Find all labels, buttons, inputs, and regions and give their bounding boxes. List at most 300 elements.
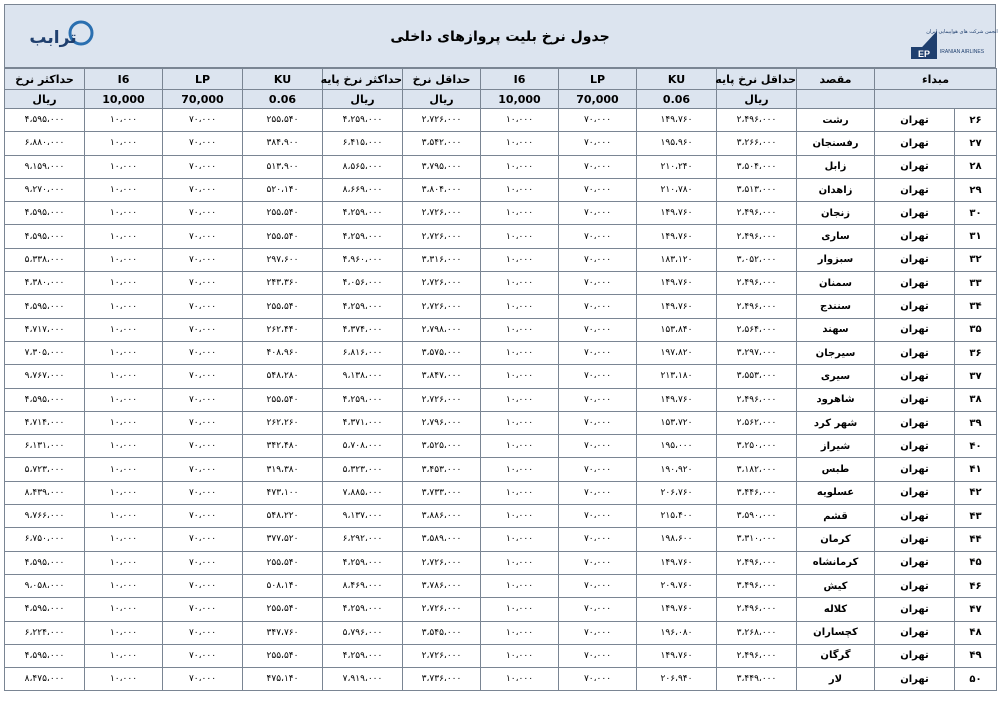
- table-row: [5, 155, 997, 178]
- cell-i6-2: ۱۰،۰۰۰: [85, 295, 163, 318]
- cell-lp: ۷۰،۰۰۰: [559, 481, 637, 504]
- col-destination: مقصد: [797, 69, 875, 90]
- cell-origin: تهران: [875, 295, 955, 318]
- cell-max-base: ۸،۶۶۹،۰۰۰: [323, 178, 403, 201]
- cell-min-fare: ۳،۵۷۵،۰۰۰: [403, 341, 481, 364]
- cell-destination: گرگان: [797, 644, 875, 667]
- cell-i6: ۱۰،۰۰۰: [481, 341, 559, 364]
- sub-destination: [797, 90, 875, 109]
- cell-lp-2: ۷۰،۰۰۰: [163, 388, 243, 411]
- cell-min-base: ۳،۰۵۲،۰۰۰: [717, 248, 797, 271]
- cell-max-base: ۴،۳۷۴،۰۰۰: [323, 318, 403, 341]
- cell-destination: شیراز: [797, 435, 875, 458]
- row-index: ۳۴: [955, 295, 997, 318]
- cell-destination: رشت: [797, 109, 875, 132]
- cell-max-fare: ۴،۵۹۵،۰۰۰: [5, 551, 85, 574]
- table-row: [5, 388, 997, 411]
- cell-origin: تهران: [875, 505, 955, 528]
- cell-lp: ۷۰،۰۰۰: [559, 178, 637, 201]
- taraneh-brand-logo: [19, 15, 99, 55]
- cell-destination: شاهرود: [797, 388, 875, 411]
- sub-i6: 10,000: [481, 90, 559, 109]
- cell-ku: ۲۰۶،۹۴۰: [637, 668, 717, 691]
- col-ku-2: KU: [243, 69, 323, 90]
- cell-ku: ۱۴۹،۷۶۰: [637, 225, 717, 248]
- row-index: ۴۰: [955, 435, 997, 458]
- cell-ku-2: ۵۴۸،۲۸۰: [243, 365, 323, 388]
- row-index: ۴۵: [955, 551, 997, 574]
- cell-ku: ۱۸۳،۱۲۰: [637, 248, 717, 271]
- cell-min-base: ۳،۴۹۶،۰۰۰: [717, 574, 797, 597]
- cell-max-base: ۴،۲۵۹،۰۰۰: [323, 551, 403, 574]
- cell-origin: تهران: [875, 644, 955, 667]
- cell-ku-2: ۲۴۳،۳۶۰: [243, 272, 323, 295]
- cell-min-base: ۳،۳۱۰،۰۰۰: [717, 528, 797, 551]
- cell-lp: ۷۰،۰۰۰: [559, 248, 637, 271]
- cell-lp: ۷۰،۰۰۰: [559, 644, 637, 667]
- cell-i6-2: ۱۰،۰۰۰: [85, 621, 163, 644]
- cell-ku: ۲۰۶،۷۶۰: [637, 481, 717, 504]
- cell-min-base: ۳،۴۴۶،۰۰۰: [717, 481, 797, 504]
- cell-ku-2: ۲۵۵،۵۴۰: [243, 388, 323, 411]
- cell-lp-2: ۷۰،۰۰۰: [163, 202, 243, 225]
- cell-max-base: ۴،۲۵۹،۰۰۰: [323, 202, 403, 225]
- cell-ku: ۱۵۳،۸۴۰: [637, 318, 717, 341]
- cell-i6: ۱۰،۰۰۰: [481, 248, 559, 271]
- cell-ku-2: ۲۵۵،۵۴۰: [243, 644, 323, 667]
- cell-max-base: ۴،۰۵۶،۰۰۰: [323, 272, 403, 295]
- cell-min-base: ۳،۲۶۸،۰۰۰: [717, 621, 797, 644]
- row-index: ۵۰: [955, 668, 997, 691]
- cell-min-fare: ۳،۴۵۳،۰۰۰: [403, 458, 481, 481]
- row-index: ۳۰: [955, 202, 997, 225]
- cell-i6: ۱۰،۰۰۰: [481, 155, 559, 178]
- cell-lp: ۷۰،۰۰۰: [559, 272, 637, 295]
- cell-i6-2: ۱۰،۰۰۰: [85, 668, 163, 691]
- cell-lp-2: ۷۰،۰۰۰: [163, 505, 243, 528]
- cell-ku-2: ۵۲۰،۱۴۰: [243, 178, 323, 201]
- cell-origin: تهران: [875, 365, 955, 388]
- table-row: [5, 481, 997, 504]
- cell-ku: ۱۹۵،۹۶۰: [637, 132, 717, 155]
- cell-max-base: ۴،۲۵۹،۰۰۰: [323, 598, 403, 621]
- cell-min-fare: ۲،۷۹۶،۰۰۰: [403, 411, 481, 434]
- cell-lp: ۷۰،۰۰۰: [559, 505, 637, 528]
- cell-i6: ۱۰،۰۰۰: [481, 668, 559, 691]
- row-index: ۲۷: [955, 132, 997, 155]
- table-row: [5, 202, 997, 225]
- table-row: [5, 132, 997, 155]
- cell-max-base: ۴،۲۵۹،۰۰۰: [323, 644, 403, 667]
- sub-max-base: ریال: [323, 90, 403, 109]
- cell-max-fare: ۹،۲۷۰،۰۰۰: [5, 178, 85, 201]
- cell-destination: زنجان: [797, 202, 875, 225]
- cell-min-fare: ۲،۷۲۶،۰۰۰: [403, 551, 481, 574]
- cell-min-base: ۲،۴۹۶،۰۰۰: [717, 644, 797, 667]
- cell-min-base: ۲،۴۹۶،۰۰۰: [717, 388, 797, 411]
- sub-lp-2: 70,000: [163, 90, 243, 109]
- cell-min-base: ۲،۴۹۶،۰۰۰: [717, 225, 797, 248]
- cell-lp: ۷۰،۰۰۰: [559, 458, 637, 481]
- cell-max-fare: ۴،۷۱۴،۰۰۰: [5, 411, 85, 434]
- table-row: [5, 318, 997, 341]
- cell-lp-2: ۷۰،۰۰۰: [163, 528, 243, 551]
- cell-destination: رفسنجان: [797, 132, 875, 155]
- cell-min-base: ۳،۲۹۷،۰۰۰: [717, 341, 797, 364]
- brand-logo-text: ترابب: [29, 28, 77, 48]
- cell-max-base: ۴،۳۷۱،۰۰۰: [323, 411, 403, 434]
- cell-min-base: ۲،۴۹۶،۰۰۰: [717, 272, 797, 295]
- sub-i6-2: 10,000: [85, 90, 163, 109]
- cell-min-fare: ۲،۷۲۶،۰۰۰: [403, 202, 481, 225]
- cell-min-fare: ۲،۷۲۶،۰۰۰: [403, 225, 481, 248]
- cell-lp: ۷۰،۰۰۰: [559, 388, 637, 411]
- cell-ku: ۱۴۹،۷۶۰: [637, 388, 717, 411]
- logo-airline-name-en: IRANIAN AIRLINES: [939, 49, 985, 55]
- cell-max-fare: ۹،۷۶۷،۰۰۰: [5, 365, 85, 388]
- sub-origin: [875, 90, 997, 109]
- cell-min-base: ۳،۱۸۲،۰۰۰: [717, 458, 797, 481]
- cell-min-base: ۲،۵۶۴،۰۰۰: [717, 318, 797, 341]
- cell-i6-2: ۱۰،۰۰۰: [85, 318, 163, 341]
- cell-ku: ۲۱۰،۲۴۰: [637, 155, 717, 178]
- cell-ku-2: ۲۶۲،۴۴۰: [243, 318, 323, 341]
- cell-i6: ۱۰،۰۰۰: [481, 621, 559, 644]
- cell-i6: ۱۰،۰۰۰: [481, 365, 559, 388]
- cell-i6: ۱۰،۰۰۰: [481, 598, 559, 621]
- cell-min-base: ۲،۴۹۶،۰۰۰: [717, 551, 797, 574]
- cell-lp-2: ۷۰،۰۰۰: [163, 574, 243, 597]
- cell-ku: ۱۹۰،۹۲۰: [637, 458, 717, 481]
- cell-ku: ۲۱۵،۴۰۰: [637, 505, 717, 528]
- cell-i6-2: ۱۰،۰۰۰: [85, 411, 163, 434]
- table-row: [5, 365, 997, 388]
- cell-lp: ۷۰،۰۰۰: [559, 295, 637, 318]
- cell-origin: تهران: [875, 341, 955, 364]
- cell-max-fare: ۹،۰۵۸،۰۰۰: [5, 574, 85, 597]
- cell-lp-2: ۷۰،۰۰۰: [163, 365, 243, 388]
- cell-max-base: ۸،۵۶۵،۰۰۰: [323, 155, 403, 178]
- cell-origin: تهران: [875, 109, 955, 132]
- cell-origin: تهران: [875, 458, 955, 481]
- table-row: [5, 551, 997, 574]
- cell-destination: عسلویه: [797, 481, 875, 504]
- cell-destination: سمنان: [797, 272, 875, 295]
- cell-max-base: ۶،۲۹۲،۰۰۰: [323, 528, 403, 551]
- cell-lp: ۷۰،۰۰۰: [559, 435, 637, 458]
- col-max-fare: حداکثر نرخ: [5, 69, 85, 90]
- table-row: [5, 435, 997, 458]
- cell-i6: ۱۰،۰۰۰: [481, 435, 559, 458]
- cell-lp-2: ۷۰،۰۰۰: [163, 155, 243, 178]
- cell-origin: تهران: [875, 178, 955, 201]
- cell-destination: لار: [797, 668, 875, 691]
- col-max-base: حداکثر نرخ پایه: [323, 69, 403, 90]
- cell-origin: تهران: [875, 435, 955, 458]
- cell-i6: ۱۰،۰۰۰: [481, 644, 559, 667]
- col-i6-2: I6: [85, 69, 163, 90]
- cell-min-fare: ۲،۷۲۶،۰۰۰: [403, 109, 481, 132]
- cell-i6: ۱۰،۰۰۰: [481, 225, 559, 248]
- cell-min-fare: ۲،۷۲۶،۰۰۰: [403, 295, 481, 318]
- row-index: ۳۱: [955, 225, 997, 248]
- cell-min-fare: ۲،۷۲۶،۰۰۰: [403, 644, 481, 667]
- cell-min-fare: ۳،۸۴۷،۰۰۰: [403, 365, 481, 388]
- cell-destination: کرمانشاه: [797, 551, 875, 574]
- cell-ku-2: ۲۶۲،۲۶۰: [243, 411, 323, 434]
- cell-ku-2: ۵۴۸،۲۲۰: [243, 505, 323, 528]
- cell-ku-2: ۲۵۵،۵۴۰: [243, 202, 323, 225]
- cell-i6: ۱۰،۰۰۰: [481, 202, 559, 225]
- table-row: [5, 178, 997, 201]
- cell-origin: تهران: [875, 272, 955, 295]
- cell-min-base: ۲،۴۹۶،۰۰۰: [717, 598, 797, 621]
- row-index: ۳۹: [955, 411, 997, 434]
- cell-max-fare: ۸،۴۷۵،۰۰۰: [5, 668, 85, 691]
- cell-i6-2: ۱۰،۰۰۰: [85, 388, 163, 411]
- row-index: ۳۲: [955, 248, 997, 271]
- row-index: ۴۱: [955, 458, 997, 481]
- cell-min-fare: ۲،۷۲۶،۰۰۰: [403, 272, 481, 295]
- cell-origin: تهران: [875, 668, 955, 691]
- cell-destination: طبس: [797, 458, 875, 481]
- cell-max-fare: ۴،۷۱۷،۰۰۰: [5, 318, 85, 341]
- cell-origin: تهران: [875, 388, 955, 411]
- cell-max-fare: ۶،۷۵۰،۰۰۰: [5, 528, 85, 551]
- cell-lp-2: ۷۰،۰۰۰: [163, 481, 243, 504]
- cell-ku-2: ۵۰۸،۱۴۰: [243, 574, 323, 597]
- cell-lp: ۷۰،۰۰۰: [559, 225, 637, 248]
- cell-min-base: ۳،۵۱۳،۰۰۰: [717, 178, 797, 201]
- cell-max-base: ۴،۲۵۹،۰۰۰: [323, 109, 403, 132]
- cell-min-fare: ۳،۵۴۲،۰۰۰: [403, 132, 481, 155]
- cell-max-fare: ۵،۷۲۳،۰۰۰: [5, 458, 85, 481]
- cell-max-fare: ۴،۵۹۵،۰۰۰: [5, 202, 85, 225]
- cell-max-base: ۶،۸۱۶،۰۰۰: [323, 341, 403, 364]
- cell-min-fare: ۲،۷۹۸،۰۰۰: [403, 318, 481, 341]
- cell-ku: ۱۵۳،۷۲۰: [637, 411, 717, 434]
- col-origin: مبداء: [875, 69, 997, 90]
- cell-lp-2: ۷۰،۰۰۰: [163, 272, 243, 295]
- row-index: ۴۹: [955, 644, 997, 667]
- table-row: [5, 341, 997, 364]
- row-index: ۴۲: [955, 481, 997, 504]
- cell-lp-2: ۷۰،۰۰۰: [163, 411, 243, 434]
- cell-i6-2: ۱۰،۰۰۰: [85, 341, 163, 364]
- column-subheader-row: [5, 90, 997, 109]
- cell-max-base: ۴،۲۵۹،۰۰۰: [323, 295, 403, 318]
- cell-destination: کیش: [797, 574, 875, 597]
- cell-ku: ۱۴۹،۷۶۰: [637, 202, 717, 225]
- cell-i6: ۱۰،۰۰۰: [481, 318, 559, 341]
- cell-i6: ۱۰،۰۰۰: [481, 272, 559, 295]
- cell-min-base: ۳،۲۶۶،۰۰۰: [717, 132, 797, 155]
- cell-max-fare: ۵،۳۳۸،۰۰۰: [5, 248, 85, 271]
- row-index: ۳۸: [955, 388, 997, 411]
- cell-lp: ۷۰،۰۰۰: [559, 365, 637, 388]
- cell-i6: ۱۰،۰۰۰: [481, 574, 559, 597]
- cell-max-base: ۷،۹۱۹،۰۰۰: [323, 668, 403, 691]
- table-row: [5, 225, 997, 248]
- cell-lp-2: ۷۰،۰۰۰: [163, 132, 243, 155]
- cell-i6: ۱۰،۰۰۰: [481, 109, 559, 132]
- cell-ku-2: ۴۰۸،۹۶۰: [243, 341, 323, 364]
- cell-i6: ۱۰،۰۰۰: [481, 458, 559, 481]
- cell-origin: تهران: [875, 318, 955, 341]
- cell-lp-2: ۷۰،۰۰۰: [163, 178, 243, 201]
- cell-min-fare: ۳،۵۲۵،۰۰۰: [403, 435, 481, 458]
- cell-origin: تهران: [875, 528, 955, 551]
- cell-max-base: ۵،۷۰۸،۰۰۰: [323, 435, 403, 458]
- table-row: [5, 505, 997, 528]
- cell-ku: ۱۴۹،۷۶۰: [637, 109, 717, 132]
- iranian-airlines-logo: [907, 13, 998, 63]
- cell-origin: تهران: [875, 551, 955, 574]
- cell-i6: ۱۰،۰۰۰: [481, 295, 559, 318]
- cell-origin: تهران: [875, 155, 955, 178]
- cell-ku-2: ۳۷۷،۵۲۰: [243, 528, 323, 551]
- cell-lp: ۷۰،۰۰۰: [559, 411, 637, 434]
- logo-ep-text: EP: [917, 49, 931, 59]
- cell-min-fare: ۳،۷۹۵،۰۰۰: [403, 155, 481, 178]
- cell-i6-2: ۱۰،۰۰۰: [85, 248, 163, 271]
- cell-lp: ۷۰،۰۰۰: [559, 155, 637, 178]
- cell-i6-2: ۱۰،۰۰۰: [85, 528, 163, 551]
- cell-destination: شهر کرد: [797, 411, 875, 434]
- row-index: ۴۴: [955, 528, 997, 551]
- cell-lp: ۷۰،۰۰۰: [559, 598, 637, 621]
- cell-max-fare: ۸،۴۳۹،۰۰۰: [5, 481, 85, 504]
- cell-lp-2: ۷۰،۰۰۰: [163, 644, 243, 667]
- column-header-row: [5, 69, 997, 90]
- cell-destination: سهند: [797, 318, 875, 341]
- cell-lp: ۷۰،۰۰۰: [559, 621, 637, 644]
- cell-i6-2: ۱۰،۰۰۰: [85, 598, 163, 621]
- table-row: [5, 272, 997, 295]
- cell-destination: زابل: [797, 155, 875, 178]
- cell-ku: ۱۴۹،۷۶۰: [637, 598, 717, 621]
- cell-origin: تهران: [875, 621, 955, 644]
- table-row: [5, 644, 997, 667]
- cell-i6-2: ۱۰،۰۰۰: [85, 178, 163, 201]
- cell-ku: ۱۹۸،۶۰۰: [637, 528, 717, 551]
- cell-lp: ۷۰،۰۰۰: [559, 202, 637, 225]
- cell-lp: ۷۰،۰۰۰: [559, 132, 637, 155]
- cell-lp: ۷۰،۰۰۰: [559, 318, 637, 341]
- cell-lp-2: ۷۰،۰۰۰: [163, 295, 243, 318]
- cell-origin: تهران: [875, 574, 955, 597]
- cell-ku: ۱۹۶،۰۸۰: [637, 621, 717, 644]
- cell-min-base: ۲،۴۹۶،۰۰۰: [717, 202, 797, 225]
- cell-destination: کرمان: [797, 528, 875, 551]
- cell-origin: تهران: [875, 598, 955, 621]
- cell-destination: سنندج: [797, 295, 875, 318]
- row-index: ۳۷: [955, 365, 997, 388]
- row-index: ۴۶: [955, 574, 997, 597]
- sub-min-base: ریال: [717, 90, 797, 109]
- cell-lp: ۷۰،۰۰۰: [559, 551, 637, 574]
- row-index: ۲۸: [955, 155, 997, 178]
- cell-lp-2: ۷۰،۰۰۰: [163, 225, 243, 248]
- cell-i6: ۱۰،۰۰۰: [481, 132, 559, 155]
- cell-i6-2: ۱۰،۰۰۰: [85, 505, 163, 528]
- cell-ku-2: ۲۵۵،۵۴۰: [243, 551, 323, 574]
- col-lp: LP: [559, 69, 637, 90]
- cell-i6-2: ۱۰،۰۰۰: [85, 458, 163, 481]
- cell-max-fare: ۶،۸۸۰،۰۰۰: [5, 132, 85, 155]
- cell-destination: کچساران: [797, 621, 875, 644]
- cell-min-fare: ۳،۷۳۶،۰۰۰: [403, 668, 481, 691]
- table-row: [5, 598, 997, 621]
- row-index: ۲۶: [955, 109, 997, 132]
- cell-i6-2: ۱۰،۰۰۰: [85, 202, 163, 225]
- cell-i6: ۱۰،۰۰۰: [481, 388, 559, 411]
- cell-max-fare: ۴،۵۹۵،۰۰۰: [5, 109, 85, 132]
- cell-i6-2: ۱۰،۰۰۰: [85, 574, 163, 597]
- table-row: [5, 109, 997, 132]
- col-i6: I6: [481, 69, 559, 90]
- cell-max-base: ۴،۹۶۰،۰۰۰: [323, 248, 403, 271]
- cell-max-base: ۶،۴۱۵،۰۰۰: [323, 132, 403, 155]
- cell-min-fare: ۲،۷۲۶،۰۰۰: [403, 598, 481, 621]
- table-row: [5, 411, 997, 434]
- cell-max-fare: ۶،۲۲۴،۰۰۰: [5, 621, 85, 644]
- cell-ku: ۱۹۵،۰۰۰: [637, 435, 717, 458]
- cell-max-base: ۵،۷۹۶،۰۰۰: [323, 621, 403, 644]
- cell-i6: ۱۰،۰۰۰: [481, 551, 559, 574]
- cell-min-base: ۳،۵۹۰،۰۰۰: [717, 505, 797, 528]
- cell-min-fare: ۳،۸۰۴،۰۰۰: [403, 178, 481, 201]
- row-index: ۳۳: [955, 272, 997, 295]
- cell-origin: تهران: [875, 225, 955, 248]
- cell-i6-2: ۱۰،۰۰۰: [85, 435, 163, 458]
- cell-i6-2: ۱۰،۰۰۰: [85, 132, 163, 155]
- sub-lp: 70,000: [559, 90, 637, 109]
- cell-origin: تهران: [875, 411, 955, 434]
- col-min-fare: حداقل نرخ: [403, 69, 481, 90]
- col-lp-2: LP: [163, 69, 243, 90]
- row-index: ۴۸: [955, 621, 997, 644]
- cell-max-fare: ۴،۵۹۵،۰۰۰: [5, 598, 85, 621]
- cell-ku-2: ۲۵۵،۵۴۰: [243, 225, 323, 248]
- cell-ku-2: ۳۸۴،۹۰۰: [243, 132, 323, 155]
- cell-destination: ساری: [797, 225, 875, 248]
- cell-ku: ۲۰۹،۷۶۰: [637, 574, 717, 597]
- cell-ku-2: ۲۵۵،۵۴۰: [243, 109, 323, 132]
- cell-ku-2: ۴۷۳،۱۰۰: [243, 481, 323, 504]
- logo-airline-name-fa: انجمن شرکت های هواپیمایی ایران: [926, 29, 998, 35]
- cell-origin: تهران: [875, 481, 955, 504]
- cell-max-base: ۴،۲۵۹،۰۰۰: [323, 225, 403, 248]
- cell-i6-2: ۱۰،۰۰۰: [85, 272, 163, 295]
- col-min-base: حداقل نرخ پایه: [717, 69, 797, 90]
- sub-max-fare: ریال: [5, 90, 85, 109]
- cell-max-base: ۹،۱۳۸،۰۰۰: [323, 365, 403, 388]
- table-row: [5, 295, 997, 318]
- col-ku: KU: [637, 69, 717, 90]
- cell-ku-2: ۳۴۷،۷۶۰: [243, 621, 323, 644]
- table-row: [5, 248, 997, 271]
- cell-max-fare: ۶،۱۳۱،۰۰۰: [5, 435, 85, 458]
- cell-min-fare: ۳،۸۸۶،۰۰۰: [403, 505, 481, 528]
- cell-ku-2: ۲۵۵،۵۴۰: [243, 295, 323, 318]
- cell-max-fare: ۴،۵۹۵،۰۰۰: [5, 295, 85, 318]
- table-row: [5, 458, 997, 481]
- cell-max-fare: ۹،۷۶۶،۰۰۰: [5, 505, 85, 528]
- cell-min-fare: ۳،۳۱۶،۰۰۰: [403, 248, 481, 271]
- cell-min-fare: ۳،۵۸۹،۰۰۰: [403, 528, 481, 551]
- cell-i6-2: ۱۰،۰۰۰: [85, 225, 163, 248]
